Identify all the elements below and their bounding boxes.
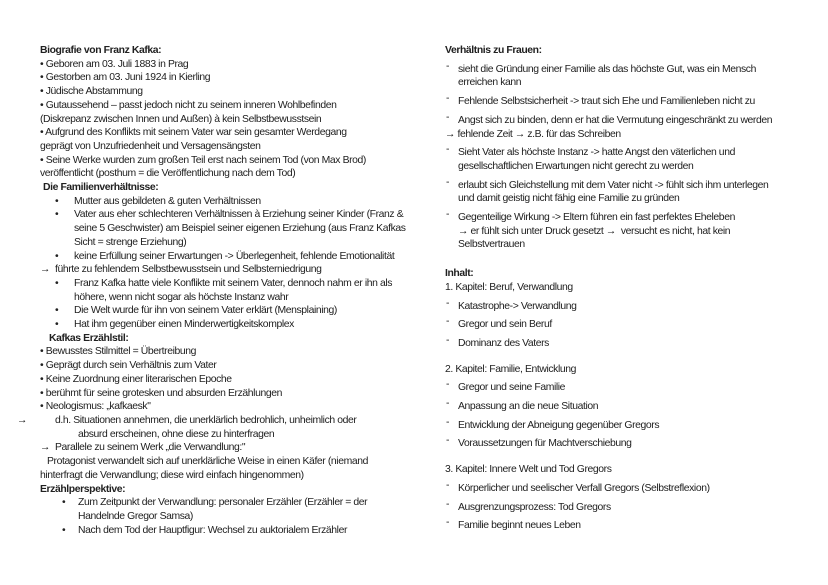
dash-icon: -	[446, 93, 450, 105]
text-paragraph: • Geboren am 03. Juli 1883 in Prag	[40, 58, 189, 70]
dash-icon: -	[446, 517, 450, 529]
section-heading: Biografie von Franz Kafka:	[40, 45, 162, 56]
list-item: - Katastrophe-> Verwandlung	[446, 297, 577, 312]
text-paragraph: • Aufgrund des Konflikts mit seinem Vater war sein gesamter Werdegang geprägt von Unzufriedenheit und Versagensängsten	[40, 127, 347, 152]
text-paragraph: • Gestorben am 03. Juni 1924 in Kierling	[40, 72, 211, 84]
list-item: • Nach dem Tod der Hauptfigur: Wechsel zu auktorialem Erzähler	[62, 524, 348, 536]
bullet-icon: •	[55, 195, 59, 207]
text-paragraph: • Keine Zuordnung einer literarischen Epoche	[40, 373, 232, 385]
dash-icon: -	[446, 479, 450, 491]
list-item: - Anpassung an die neue Situation	[446, 398, 599, 413]
arrow-icon: →	[40, 264, 50, 276]
dash-icon: -	[446, 334, 450, 346]
list-item: • Vater aus eher schlechteren Verhältnissen à Erziehung seiner Kinder (Franz & seine 5 Geschwister) am Beispiel seiner eigenen Erziehung (aus Franz Kafkas Sicht = strenge Erziehung)	[55, 209, 406, 248]
bullet-icon: •	[55, 277, 59, 289]
dash-icon: -	[446, 416, 450, 428]
bullet-icon: •	[55, 209, 59, 221]
text-paragraph: 1. Kapitel: Beruf, Verwandlung	[445, 281, 573, 293]
dash-icon: -	[446, 398, 450, 410]
list-item: - Gregor und sein Beruf	[446, 316, 552, 331]
list-item: - Voraussetzungen für Machtverschiebung	[446, 435, 632, 450]
arrow-icon: →	[40, 442, 50, 454]
list-item: - Gegenteilige Wirkung -> Eltern führen ein fast perfektes Eheleben → er fühlt sich unter Druck gesetzt → versucht es nicht, hat kein Selbstvertrauen	[446, 209, 735, 251]
section-heading: Erzählperspektive:	[40, 483, 126, 495]
text-paragraph: • Neologismus: „kafkaesk"	[40, 401, 151, 413]
list-item: - Sieht Vater als höchste Instanz -> hatte Angst den väterlichen und gesellschaftlichen Erwartungen nicht gerecht zu werden	[446, 144, 735, 172]
dash-icon: -	[446, 435, 450, 447]
dash-icon: -	[446, 60, 450, 72]
dash-icon: -	[446, 209, 450, 221]
list-item: • Die Welt wurde für ihn von seinem Vater erklärt (Mensplaining)	[55, 305, 337, 317]
dash-icon: -	[446, 316, 450, 328]
list-item: • Zum Zeitpunkt der Verwandlung: personaler Erzähler (Erzähler = der Handelnde Gregor Samsa)	[62, 497, 368, 522]
text-paragraph: Protagonist verwandelt sich auf unerklärliche Weise in einen Käfer (niemand hinterfragt die Verwandlung; diese wird einfach hingenommen)	[40, 456, 368, 481]
list-item: - Dominanz des Vaters	[446, 334, 549, 349]
text-paragraph: • Bewusstes Stilmittel = Übertreibung	[40, 346, 197, 358]
section-heading: Verhältnis zu Frauen:	[445, 45, 542, 56]
list-item: - Fehlende Selbstsicherheit -> traut sich Ehe und Familienleben nicht zu	[446, 93, 755, 108]
text-paragraph: 3. Kapitel: Innere Welt und Tod Gregors	[445, 464, 612, 476]
list-item: • Hat ihm gegenüber einen Minderwertigkeitskomplex	[55, 319, 294, 331]
section-heading: Inhalt:	[445, 268, 474, 280]
list-item: • Mutter aus gebildeten & guten Verhältnissen	[55, 195, 261, 207]
bullet-icon: •	[55, 305, 59, 317]
text-paragraph: → fehlende Zeit → z.B. für das Schreiben	[445, 128, 621, 140]
list-item: - Entwicklung der Abneigung gegenüber Gregors	[446, 416, 660, 431]
text-paragraph: 2. Kapitel: Familie, Entwicklung	[445, 363, 576, 375]
dash-icon: -	[446, 144, 450, 156]
list-item: - Ausgrenzungsprozess: Tod Gregors	[446, 498, 611, 513]
dash-icon: -	[446, 297, 450, 309]
bullet-icon: •	[55, 319, 59, 331]
dash-icon: -	[446, 111, 450, 123]
right-column	[445, 44, 821, 533]
section-heading: Kafkas Erzählstil:	[49, 332, 129, 344]
bullet-icon: •	[62, 524, 66, 536]
list-item: • Franz Kafka hatte viele Konflikte mit seinem Vater, dennoch nahm er ihn als höhere, wenn nicht sogar als höchste Instanz wahr	[55, 277, 393, 303]
dash-icon: -	[446, 176, 450, 188]
text-paragraph: • Jüdische Abstammung	[40, 86, 143, 98]
text-paragraph: • Seine Werke wurden zum großen Teil erst nach seinem Tod (von Max Brod) veröffentlicht (posthum = die Veröffentlichung nach dem Tod)	[40, 154, 366, 180]
dash-icon: -	[446, 379, 450, 391]
left-column	[17, 44, 430, 537]
section-heading: Die Familienverhältnisse:	[43, 182, 159, 194]
list-item: - Körperlicher und seelischer Verfall Gregors (Selbstreflexion)	[446, 479, 710, 494]
text-paragraph: • Geprägt durch sein Verhältnis zum Vater	[40, 360, 217, 372]
list-item: - Angst sich zu binden, denn er hat die Vermutung eingeschränkt zu werden	[446, 111, 773, 126]
text-paragraph: • Gutaussehend – passt jedoch nicht zu seinem inneren Wohlbefinden (Diskrepanz zwischen Innen und Außen) à kein Selbstbewusstsein	[40, 99, 337, 125]
list-item: → d.h. Situationen annehmen, die unerklärlich bedrohlich, unheimlich oder absurd erscheinen, ohne diese zu hinterfragen	[17, 414, 357, 440]
list-item: → führte zu fehlendem Selbstbewusstsein und Selbsterniedrigung	[40, 264, 322, 276]
bullet-icon: •	[62, 497, 66, 509]
list-item: - sieht die Gründung einer Familie als das höchste Gut, was ein Mensch erreichen kann	[446, 60, 756, 89]
list-item: - Familie beginnt neues Leben	[446, 517, 581, 532]
bullet-icon: •	[55, 250, 59, 262]
list-item: - erlaubt sich Gleichstellung mit dem Vater nicht -> fühlt sich ihm unterlegen und damit geistig nicht fähig eine Familie zu gründen	[446, 176, 769, 205]
list-item: → Parallele zu seinem Werk „die Verwandlung:"	[40, 442, 246, 454]
list-item: - Gregor und seine Familie	[446, 379, 566, 394]
list-item: • keine Erfüllung seiner Erwartungen -> Überlegenheit, fehlende Emotionalität	[55, 250, 395, 262]
text-paragraph: • berühmt für seine grotesken und absurden Erzählungen	[40, 387, 282, 399]
dash-icon: -	[446, 498, 450, 510]
